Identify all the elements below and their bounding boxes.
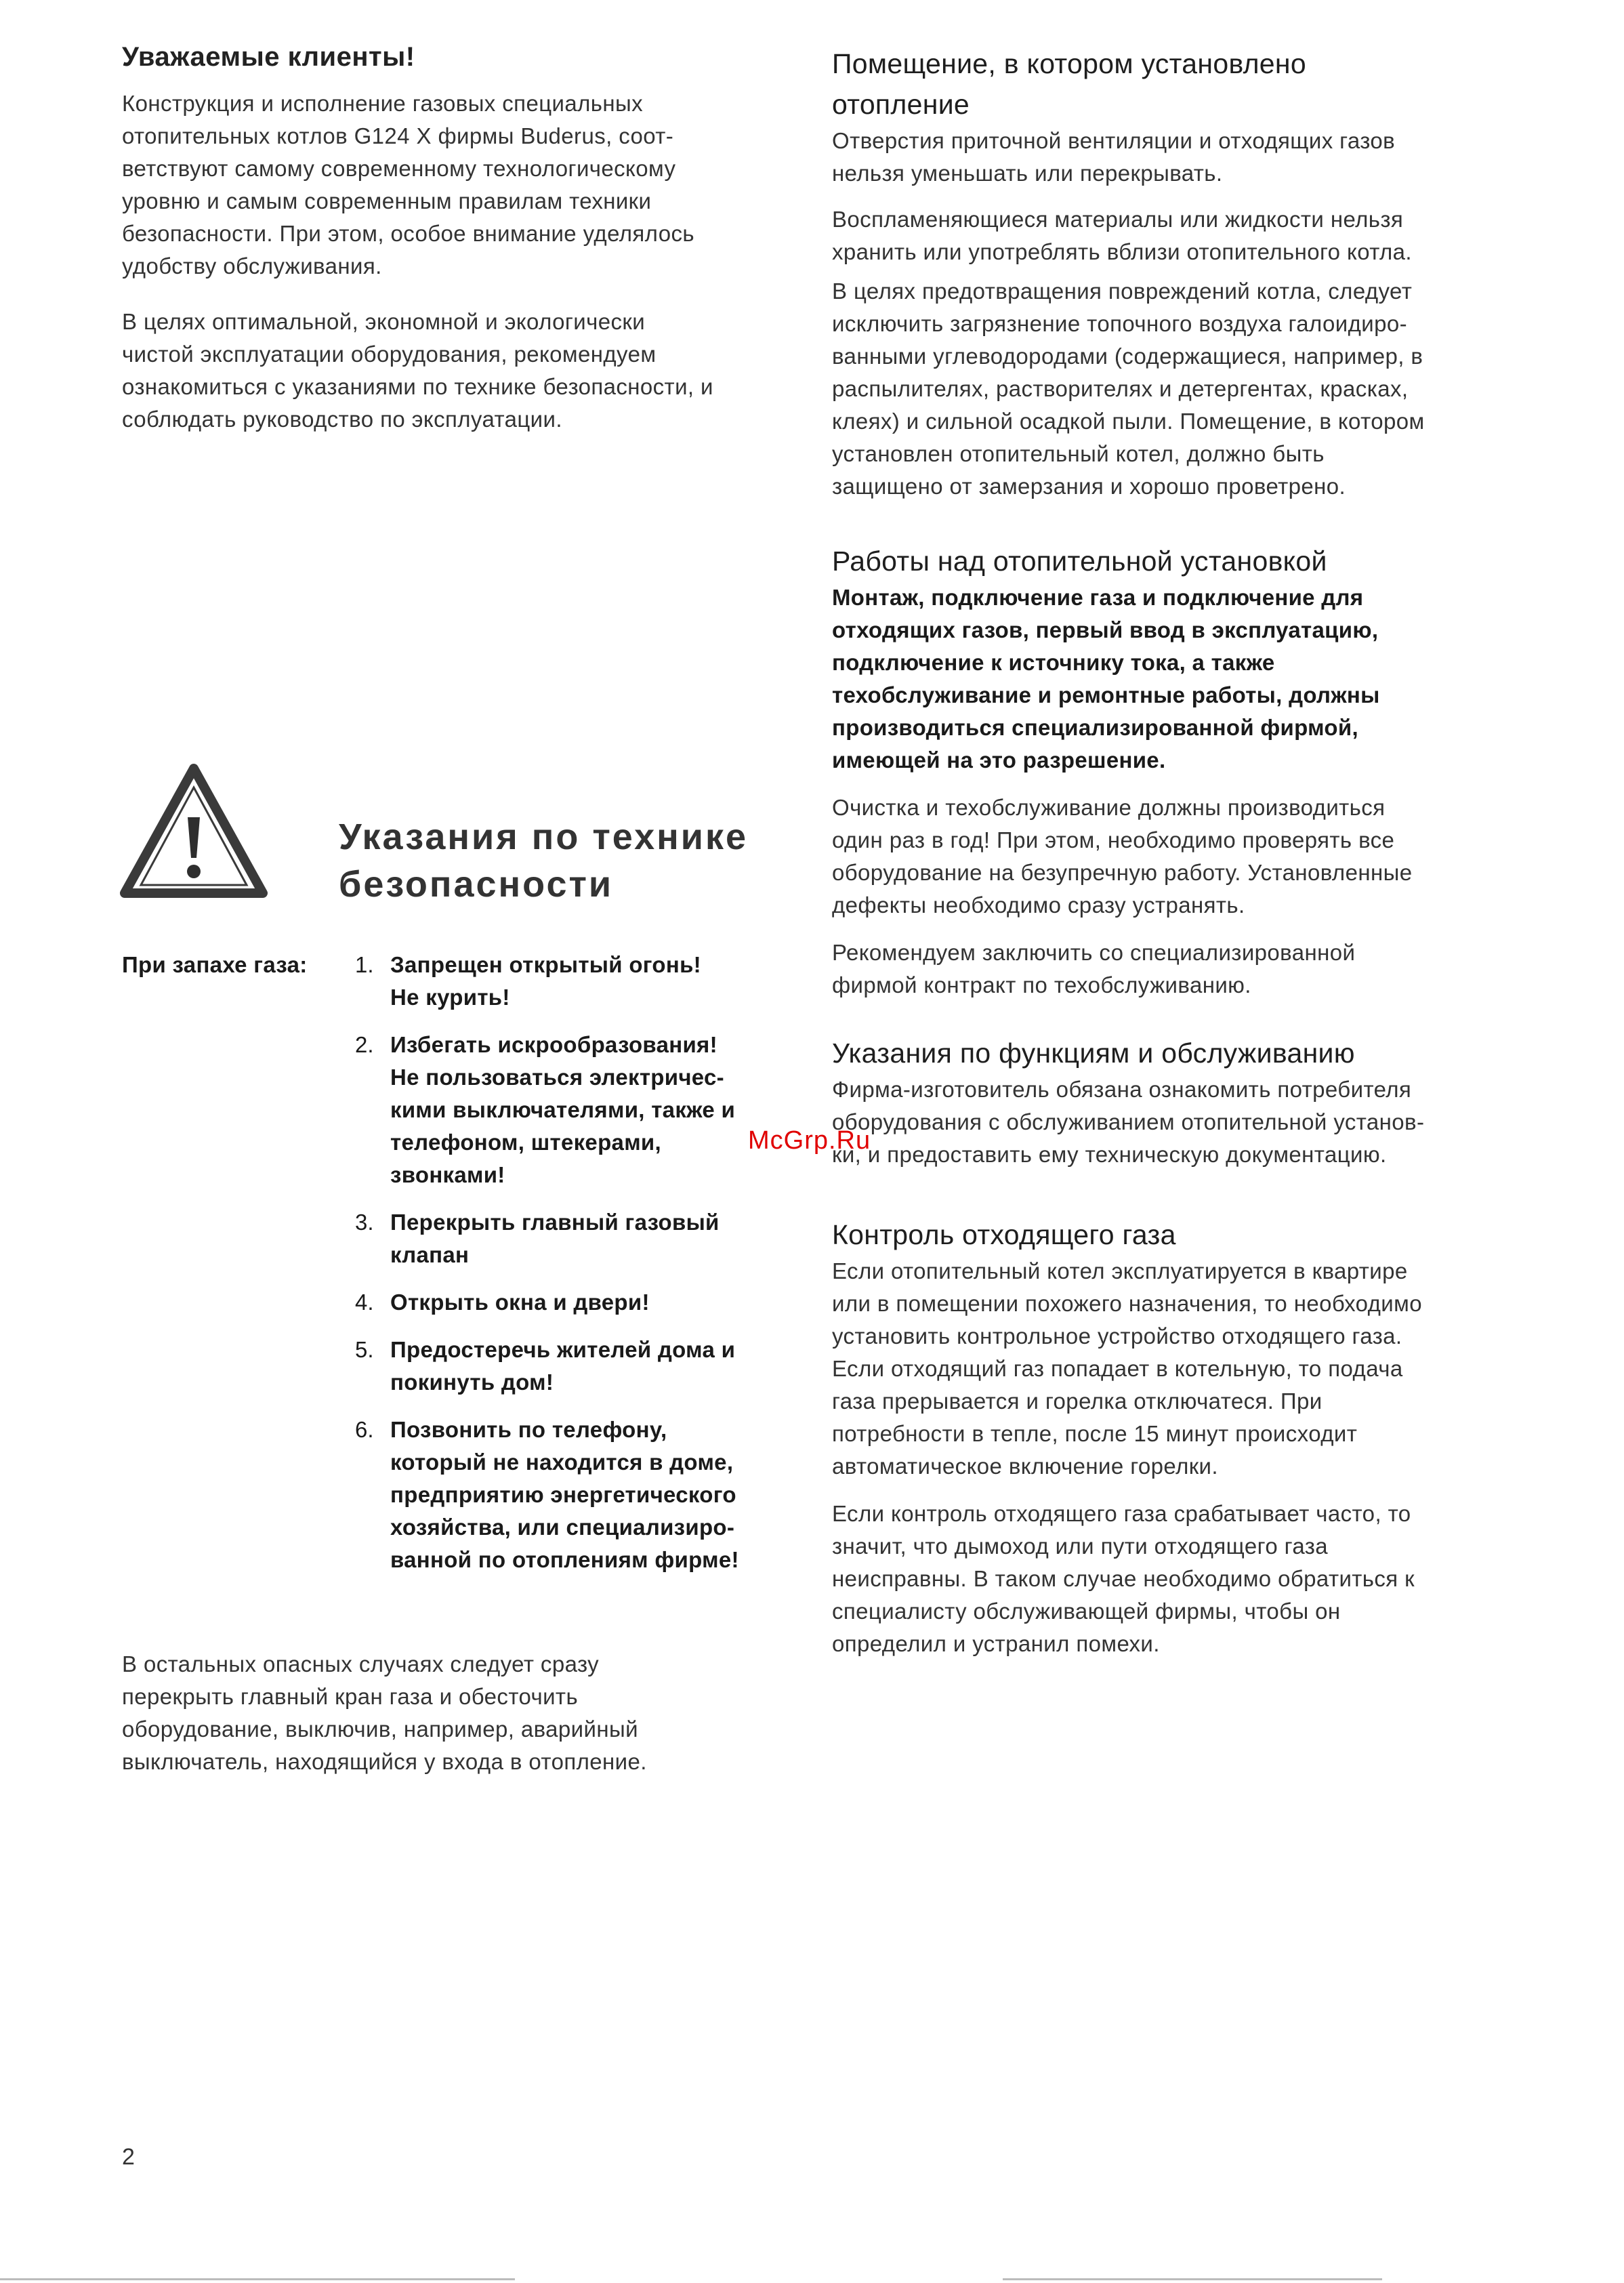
safety-title [339,813,799,908]
safety-list-item [355,1334,802,1399]
text-line: Не курить! [390,985,510,1010]
text-line: отопительных котлов G124 X фирмы Buderus, соот- [122,123,674,148]
text-line: неисправны. В таком случае необходимо обратиться к [832,1566,1415,1591]
intro-paragraph-2 [122,306,786,436]
safety-list-item [355,1286,802,1319]
text-line: телефоном, штекерами, [390,1130,661,1155]
watermark-text: McGrp.Ru [748,1126,871,1155]
room-heading [832,43,1510,125]
text-line: Перекрыть главный газовый [390,1210,720,1235]
room-section [832,43,1510,503]
functions-section [832,1033,1510,1171]
text-line: выключатель, находящийся у входа в отопление. [122,1749,647,1774]
room-paragraph-1 [832,125,1510,190]
text-line: кими выключателями, также и [390,1097,736,1122]
text-line: Избегать искрообразования! [390,1032,717,1057]
text-line: Запрещен открытый огонь! [390,952,701,977]
list-number: 6. [355,1417,374,1442]
text-line: один раз в год! При этом, необходимо проверять все [832,827,1395,852]
text-line: ванными углеводородами (содержащиеся, например, в [832,344,1423,369]
text-line: ветствуют самому современному технологическому [122,156,676,181]
text-line: оборудование, выключив, например, аварийный [122,1716,638,1742]
flue-section [832,1214,1510,1660]
safety-list-item [355,1029,802,1191]
flue-heading: Контроль отходящего газа [832,1219,1176,1250]
text-line: Конструкция и исполнение газовых специальных [122,91,643,116]
text-line: значит, что дымоход или пути отходящего газа [832,1534,1329,1559]
intro-paragraph-1 [122,87,786,283]
text-line: дефекты необходимо сразу устранять. [832,892,1245,918]
text-line: Отверстия приточной вентиляции и отходящих газов [832,128,1396,153]
text-line: Не пользоваться электричес- [390,1065,724,1090]
text-line: ознакомиться с указаниями по технике безопасности, и [122,374,713,399]
text-line: определил и устранил помехи. [832,1631,1160,1656]
gas-smell-label-text: При запахе газа: [122,952,308,977]
text-line: отопление [832,89,970,120]
works-heading: Работы над отопительной установкой [832,546,1327,577]
text-line: газа прерывается и горелка отключатеся. При [832,1389,1323,1414]
text-line: оборудование на безупречную работу. Установленные [832,860,1413,885]
text-line: В целях предотвращения повреждений котла, следует [832,279,1413,304]
text-line: или в помещении похожего назначения, то необходимо [832,1291,1422,1316]
list-number: 5. [355,1337,374,1362]
text-line: фирмой контракт по техобслуживанию. [832,972,1251,997]
room-paragraph-3 [832,275,1510,503]
safety-list-item [355,1206,802,1271]
text-line: уровню и самым современным правилам техники [122,188,652,213]
safety-list-item [355,949,802,1014]
text-line: клапан [390,1242,470,1267]
works-paragraph-1 [832,791,1510,922]
text-line: звонками! [390,1162,505,1187]
safety-title-line-1: Указания по технике [339,817,749,857]
text-line: удобству обслуживания. [122,253,382,279]
text-line: имеющей на это разрешение. [832,747,1166,773]
works-bold-paragraph [832,581,1510,777]
text-line: производиться специализированной фирмой, [832,715,1358,740]
text-line: хозяйства, или специализиро- [390,1515,735,1540]
text-line: Очистка и техобслуживание должны производиться [832,795,1386,820]
text-line: автоматическое включение горелки. [832,1454,1218,1479]
flue-paragraph-2 [832,1498,1510,1660]
scan-edge-line-left [0,2278,515,2280]
text-line: оборудования с обслуживанием отопительной установ- [832,1109,1425,1134]
safety-list [355,949,802,1591]
text-line: ванной по отоплениям фирме! [390,1547,739,1572]
works-section [832,541,1510,1002]
text-line: который не находится в доме, [390,1449,734,1475]
list-number: 2. [355,1032,374,1057]
safety-title-line-2: безопасности [339,864,614,905]
text-line: Помещение, в котором установлено [832,48,1306,79]
safety-list-item [355,1414,802,1576]
text-line: Предостеречь жителей дома и [390,1337,736,1362]
text-line: Позвонить по телефону, [390,1417,667,1442]
text-line: потребности в тепле, после 15 минут происходит [832,1421,1358,1446]
list-number: 1. [355,952,374,977]
room-paragraph-2 [832,203,1510,268]
intro-heading: Уважаемые клиенты! [122,42,415,72]
text-line: специалисту обслуживающей фирмы, чтобы он [832,1599,1341,1624]
text-line: предприятию энергетического [390,1482,736,1507]
works-paragraph-2 [832,937,1510,1002]
text-line: отходящих газов, первый ввод в эксплуатацию, [832,617,1379,642]
text-line: хранить или употреблять вблизи отопительного котла. [832,239,1412,264]
text-line: В целях оптимальной, экономной и экологически [122,309,646,334]
functions-paragraph [832,1073,1510,1171]
text-line: Монтаж, подключение газа и подключение для [832,585,1364,610]
text-line: Если отопительный котел эксплуатируется в квартире [832,1258,1408,1283]
text-line: установить контрольное устройство отходящего газа. [832,1323,1402,1349]
flue-paragraph-1 [832,1255,1510,1483]
functions-heading: Указания по функциям и обслуживанию [832,1037,1355,1069]
text-line: соблюдать руководство по эксплуатации. [122,407,562,432]
text-line: чистой эксплуатации оборудования, рекомендуем [122,342,657,367]
text-line: Воспламеняющиеся материалы или жидкости нельзя [832,207,1404,232]
text-line: Рекомендуем заключить со специализированной [832,940,1356,965]
text-line: техобслуживание и ремонтные работы, должны [832,682,1380,707]
text-line: Фирма-изготовитель обязана ознакомить потребителя [832,1077,1412,1102]
page-number: 2 [122,2144,135,2170]
text-line: покинуть дом! [390,1370,554,1395]
scan-edge-line-right [1003,2278,1382,2280]
text-line: защищено от замерзания и хорошо проветрено. [832,474,1346,499]
warning-triangle-icon [119,763,268,899]
text-line: установлен отопительный котел, должно быть [832,441,1325,466]
text-line: клеях) и сильной осадкой пыли. Помещение, в котором [832,409,1425,434]
text-line: В остальных опасных случаях следует сразу [122,1651,600,1677]
text-line: исключить загрязнение топочного воздуха галоидиро- [832,311,1407,336]
intro-section [122,42,786,436]
text-line: ки, и предоставить ему техническую документацию. [832,1142,1387,1167]
text-line: Если контроль отходящего газа срабатывает часто, то [832,1501,1411,1526]
text-line: подключение к источнику тока, а также [832,650,1275,675]
gas-smell-label [122,949,366,981]
text-line: Открыть окна и двери! [390,1290,650,1315]
other-dangers-paragraph [122,1648,786,1778]
text-line: нельзя уменьшать или перекрывать. [832,161,1223,186]
list-number: 4. [355,1290,374,1315]
list-number: 3. [355,1210,374,1235]
text-line: распылителях, растворителях и детергентах, красках, [832,376,1409,401]
text-line: перекрыть главный кран газа и обесточить [122,1684,579,1709]
text-line: безопасности. При этом, особое внимание уделялось [122,221,694,246]
text-line: Если отходящий газ попадает в котельную, то подача [832,1356,1403,1381]
